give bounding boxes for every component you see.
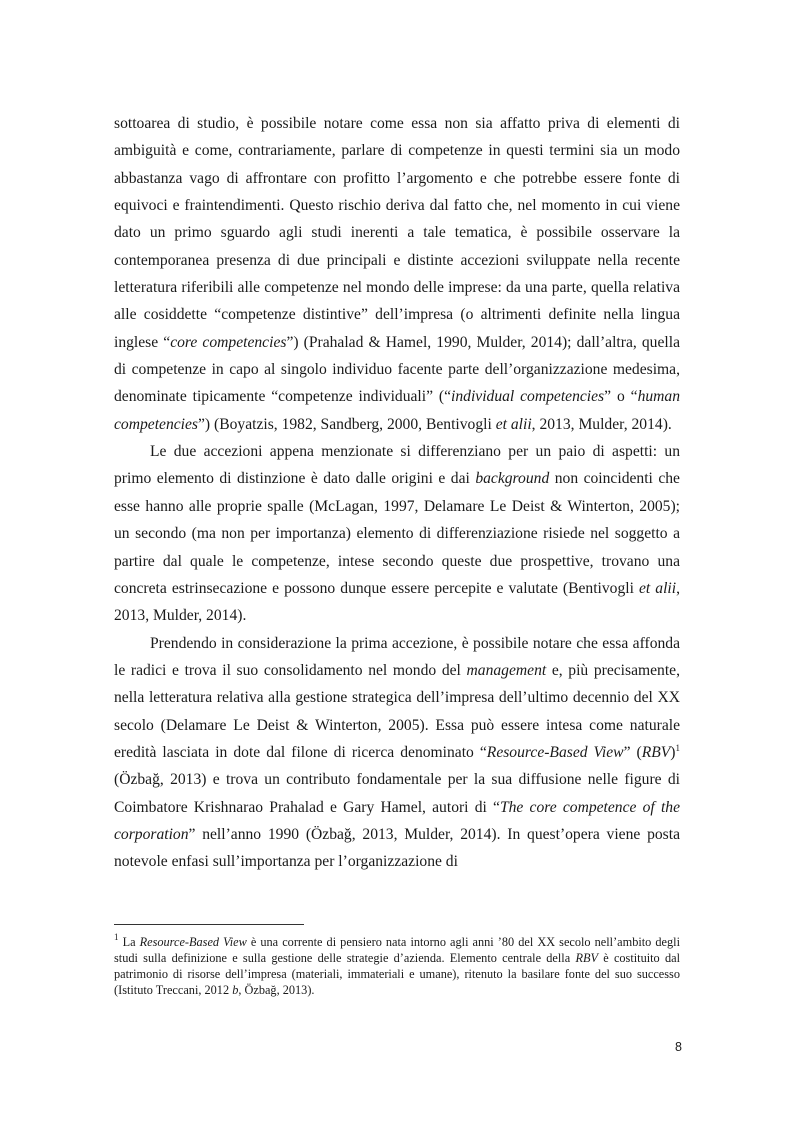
footnote-1: $^1$ La Resource-Based View è una corrente di pensiero nata intorno agli anni ’80 del XX secolo nell’ambito degli studi sulla definizione e sulla gestione delle strategie d’azienda. Elemento centrale della RBV è costituito dal patrimonio di risorse dell’impresa (materiali, immateriali e umane), ritenuto la basilare fonte del suo successo (Istituto Treccani, 2012 b, Özbağ, 2013). bbox=[114, 932, 680, 997]
paragraph-1: sottoarea di studio, è possibile notare come essa non sia affatto priva di elementi di ambiguità e come, contrariamente, parlare di competenze in questi termini sia un modo abbastanza vago di affrontare con profitto l’argomento e che potrebbe essere fonte di equivoci e fraintendimenti. Questo rischio deriva dal fatto che, nel momento in cui viene dato un primo sguardo agli studi inerenti a tale tematica, è possibile osservare la contemporanea presenza di due principali e distinte accezioni sviluppate nella recente letteratura riferibili alle competenze nel mondo delle imprese: da una parte, quella relativa alle cosiddette “competenze distintive” dell’impresa (o altrimenti definite nella lingua inglese “core competencies”) (Prahalad & Hamel, 1990, Mulder, 2014); dall’altra, quella di competenze in capo al singolo individuo facente parte dell’organizzazione medesima, denominate tipicamente “competenze individuali” (“individual competencies” o “human competencies”) (Boyatzis, 1982, Sandberg, 2000, Bentivogli et alii, 2013, Mulder, 2014). bbox=[114, 115, 681, 433]
paragraph-3: Prendendo in considerazione la prima accezione, è possibile notare che essa affonda le radici e trova il suo consolidamento nel mondo del management e, più precisamente, nella letteratura relativa alla gestione strategica dell’impresa dell’ultimo decennio del XX secolo (Delamare Le Deist & Winterton, 2005). Essa può essere intesa come naturale eredità lasciata in dote dal filone di ricerca denominato “Resource-Based View” (RBV)$^1$ (Özbağ, 2013) e trova un contributo fondamentale per la sua diffusione nelle figure di Coimbatore Krishnarao Prahalad e Gary Hamel, autori di “The core competence of the corporation” nell’anno 1990 (Özbağ, 2013, Mulder, 2014). In quest’opera viene posta notevole enfasi sull’importanza per l’organizzazione di bbox=[114, 634, 680, 871]
footnote-marker: 1 bbox=[114, 932, 119, 942]
footnote-reference: 1 bbox=[675, 742, 680, 753]
paragraph-2: Le due accezioni appena menzionate si differenziano per un paio di aspetti: un primo elemento di distinzione è dato dalle origini e dai background non coincidenti che esse hanno alle proprie spalle (McLagan, 1997, Delamare Le Deist & Winterton, 2005); un secondo (ma non per importanza) elemento di differenziazione risiede nel soggetto a partire dal quale le competenze, intese secondo queste due prospettive, trovano una concreta estrinsecazione e possono dunque essere percepite e valutate (Bentivogli et alii, 2013, Mulder, 2014). bbox=[114, 443, 680, 625]
footnotes bbox=[114, 934, 680, 998]
body-text bbox=[114, 110, 680, 876]
footnote-separator bbox=[114, 924, 304, 925]
page-number: 8 bbox=[675, 1040, 682, 1054]
